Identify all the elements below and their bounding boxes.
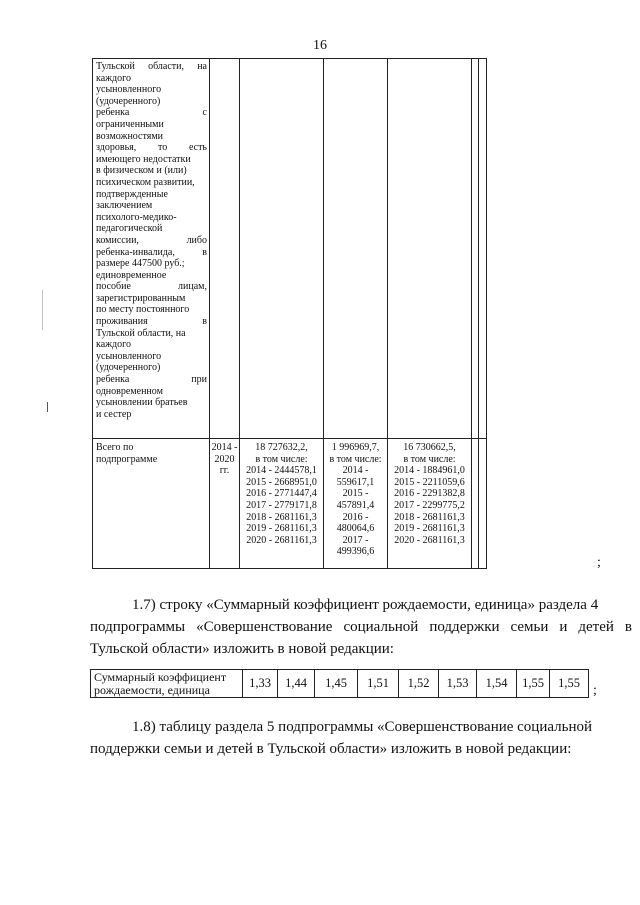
benefit-description-word: по месту постоянного [96, 304, 190, 316]
benefit-description-line [96, 131, 207, 143]
benefit-description-line [96, 386, 207, 398]
benefit-description-word: каждого [96, 72, 131, 84]
amount-line: 2018 - 2681161,3 [394, 511, 465, 523]
benefit-description-line [96, 281, 207, 293]
amount-line: 457891,4 [336, 499, 375, 511]
amount-line: 2015 - 2668951,0 [246, 476, 317, 488]
coefficient-value: 1,33 [243, 670, 278, 698]
benefit-description-word: одновременном [96, 385, 163, 397]
amount-line: в том числе: [255, 453, 308, 465]
amount-line: 2020 - 2681161,3 [246, 534, 317, 546]
benefit-description-line [96, 339, 207, 351]
period-line: 2020 [214, 453, 235, 465]
benefit-description-line [96, 235, 207, 247]
benefit-description-line [96, 165, 207, 177]
benefit-description-line [96, 73, 207, 85]
benefit-description-line [96, 351, 207, 363]
benefit-description-word: в [202, 246, 207, 258]
amount-line: 2016 - 2291382,8 [394, 488, 465, 500]
paragraph-1-7-rest: подпрограммы «Совершенствование социальной поддержки семьи и детей в Тульской области» изложить в новой редакции: [90, 619, 632, 657]
benefit-description-cell [93, 59, 210, 439]
benefit-description-word: в [202, 316, 207, 328]
coefficient-value: 1,45 [315, 670, 358, 698]
benefit-description-line [96, 247, 207, 259]
total-label-cell [93, 439, 210, 569]
benefit-description-row [93, 59, 487, 439]
empty-cell [240, 59, 324, 439]
benefit-description-word: единовременное [96, 269, 167, 281]
benefit-description-word: возможностями [96, 130, 164, 142]
benefit-description-line [96, 107, 207, 119]
benefit-description-line [96, 304, 207, 316]
benefit-description-line [96, 293, 207, 305]
amount-line: 2015 - [342, 488, 369, 500]
table-end-semicolon: ; [597, 555, 601, 570]
benefit-description-word: на [197, 61, 207, 72]
coefficient-label-line: Суммарный коэффициент [94, 669, 227, 684]
benefit-description-word: Тульской [96, 61, 135, 72]
benefit-description-line [96, 270, 207, 282]
empty-cell [472, 59, 479, 439]
coefficient-value: 1,54 [477, 670, 517, 698]
total-amount-cell [240, 439, 324, 569]
paragraph-1-8-first-line: 1.8) таблицу раздела 5 подпрограммы «Совершенствование социальной [132, 719, 593, 735]
period-line: гг. [219, 465, 230, 477]
empty-cell [210, 59, 240, 439]
amount-line: 480064,6 [336, 523, 375, 535]
amount-line: 2017 - [342, 534, 369, 546]
benefit-description-word: подтвержденные [96, 188, 168, 200]
amount-line: 2014 - 1884961,0 [394, 465, 465, 477]
benefit-description-line [96, 212, 207, 224]
amount-line: 499396,6 [336, 546, 375, 558]
amount-line: 16 730662,5, [403, 442, 456, 453]
benefit-description-word: ограниченными [96, 118, 164, 130]
benefit-description-word: Тульской области, на [96, 327, 186, 339]
benefit-description-line [96, 397, 207, 409]
amount-line: 1 996969,7, [331, 442, 380, 453]
coefficient-value: 1,55 [550, 670, 589, 698]
benefit-description-line [96, 258, 207, 270]
paragraph-1-7-first-line: 1.7) строку «Суммарный коэффициент рождаемости, единица» раздела 4 [132, 597, 599, 613]
amount-line: 2015 - 2211059,6 [394, 476, 465, 488]
coefficient-label-cell [91, 670, 243, 698]
benefit-description-line [96, 177, 207, 189]
empty-cell [324, 59, 388, 439]
amount-line: 559617,1 [336, 476, 375, 488]
total-label-line: Всего по [96, 442, 134, 453]
benefit-description-word: есть [188, 142, 207, 154]
benefit-description-word: педагогической [96, 223, 163, 235]
subprogram-total-row [93, 439, 487, 569]
benefit-description-line [96, 200, 207, 212]
benefit-description-word: проживания [96, 316, 148, 328]
benefit-description-word: каждого [96, 339, 131, 351]
benefit-description-word: и сестер [96, 408, 132, 420]
amount-line: в том числе: [329, 453, 382, 465]
empty-cell [479, 59, 487, 439]
amount-line: 18 727632,2, [255, 442, 308, 453]
paragraph-1-7 [90, 594, 632, 660]
amount-line: 2019 - 2681161,3 [394, 523, 465, 535]
amount-line: 2014 - [342, 465, 369, 477]
benefit-description-line [96, 328, 207, 340]
benefit-description-word: имеющего недостатки [96, 153, 191, 165]
coefficient-value: 1,51 [358, 670, 399, 698]
amount-line: 2018 - 2681161,3 [246, 511, 317, 523]
amount-line: в том числе: [403, 453, 456, 465]
regional-amount-cell [388, 439, 472, 569]
coefficient-value: 1,53 [439, 670, 477, 698]
benefit-description-word: при [191, 374, 207, 386]
benefit-description-word: психолого-медико- [96, 211, 177, 223]
empty-cell [388, 59, 472, 439]
federal-amount-cell [324, 439, 388, 569]
birth-rate-coefficient-table [90, 669, 589, 698]
benefit-description-line [96, 154, 207, 166]
benefit-description-line [96, 374, 207, 386]
benefit-description-line [96, 96, 207, 108]
program-funding-table [92, 58, 487, 569]
benefit-description-word: комиссии, [96, 234, 139, 246]
benefit-description-word: заключением [96, 200, 153, 212]
benefit-description-word: размере 447500 руб.; [96, 258, 185, 270]
benefit-description-word: усыновленного [96, 350, 162, 362]
benefit-description-line [96, 142, 207, 154]
benefit-description-word: усыновленного [96, 84, 162, 96]
benefit-description-word: ребенка-инвалида, [96, 246, 175, 258]
benefit-description-word: (удочеренного) [96, 95, 161, 107]
benefit-description-word: ребенка [96, 374, 130, 386]
page-number: 16 [313, 38, 327, 53]
benefit-description-word: пособие [96, 281, 131, 293]
benefit-description-word: то [157, 142, 168, 154]
amount-line: 2017 - 2299775,2 [394, 499, 465, 511]
coefficient-value: 1,55 [517, 670, 550, 698]
coefficient-label-line: рождаемости, единица [94, 682, 210, 697]
benefit-description-word: психическом развитии, [96, 176, 195, 188]
paragraph-1-8-rest: поддержки семьи и детей в Тульской области» изложить в новой редакции: [90, 741, 572, 757]
benefit-description-word: ребенка [96, 107, 130, 119]
scan-artifact [42, 290, 43, 330]
benefit-description-word: в физическом и (или) [96, 165, 187, 177]
coefficient-row [91, 670, 589, 698]
benefit-description-line [96, 61, 207, 73]
benefit-description-word: усыновлении братьев [96, 397, 188, 409]
benefit-description-line [96, 362, 207, 374]
period-cell [210, 439, 240, 569]
benefit-description-word: с [202, 107, 207, 119]
coefficient-end-semicolon: ; [593, 683, 597, 698]
period-line: 2014 - [211, 442, 238, 453]
scan-artifact [47, 402, 48, 412]
benefit-description-word: (удочеренного) [96, 362, 161, 374]
benefit-description-line [96, 189, 207, 201]
benefit-description-word: здоровья, [96, 142, 137, 154]
total-label-line: подпрограмме [96, 453, 158, 465]
amount-line: 2014 - 2444578,1 [246, 465, 317, 477]
benefit-description-line [96, 84, 207, 96]
amount-line: 2019 - 2681161,3 [246, 523, 317, 535]
benefit-description-line [96, 119, 207, 131]
benefit-description-word: зарегистрированным [96, 292, 186, 304]
coefficient-value: 1,52 [399, 670, 439, 698]
empty-cell [472, 439, 479, 569]
benefit-description-word: либо [186, 234, 207, 246]
benefit-description-line [96, 316, 207, 328]
amount-line: 2016 - [342, 511, 369, 523]
amount-line: 2020 - 2681161,3 [394, 534, 465, 546]
benefit-description-word: области, [148, 61, 184, 72]
paragraph-1-8 [90, 716, 632, 760]
amount-line: 2016 - 2771447,4 [246, 488, 317, 500]
coefficient-value: 1,44 [278, 670, 315, 698]
amount-line: 2017 - 2779171,8 [246, 499, 317, 511]
benefit-description-line [96, 409, 207, 421]
benefit-description-word: лицам, [178, 281, 207, 293]
empty-cell [479, 439, 487, 569]
benefit-description-line [96, 223, 207, 235]
